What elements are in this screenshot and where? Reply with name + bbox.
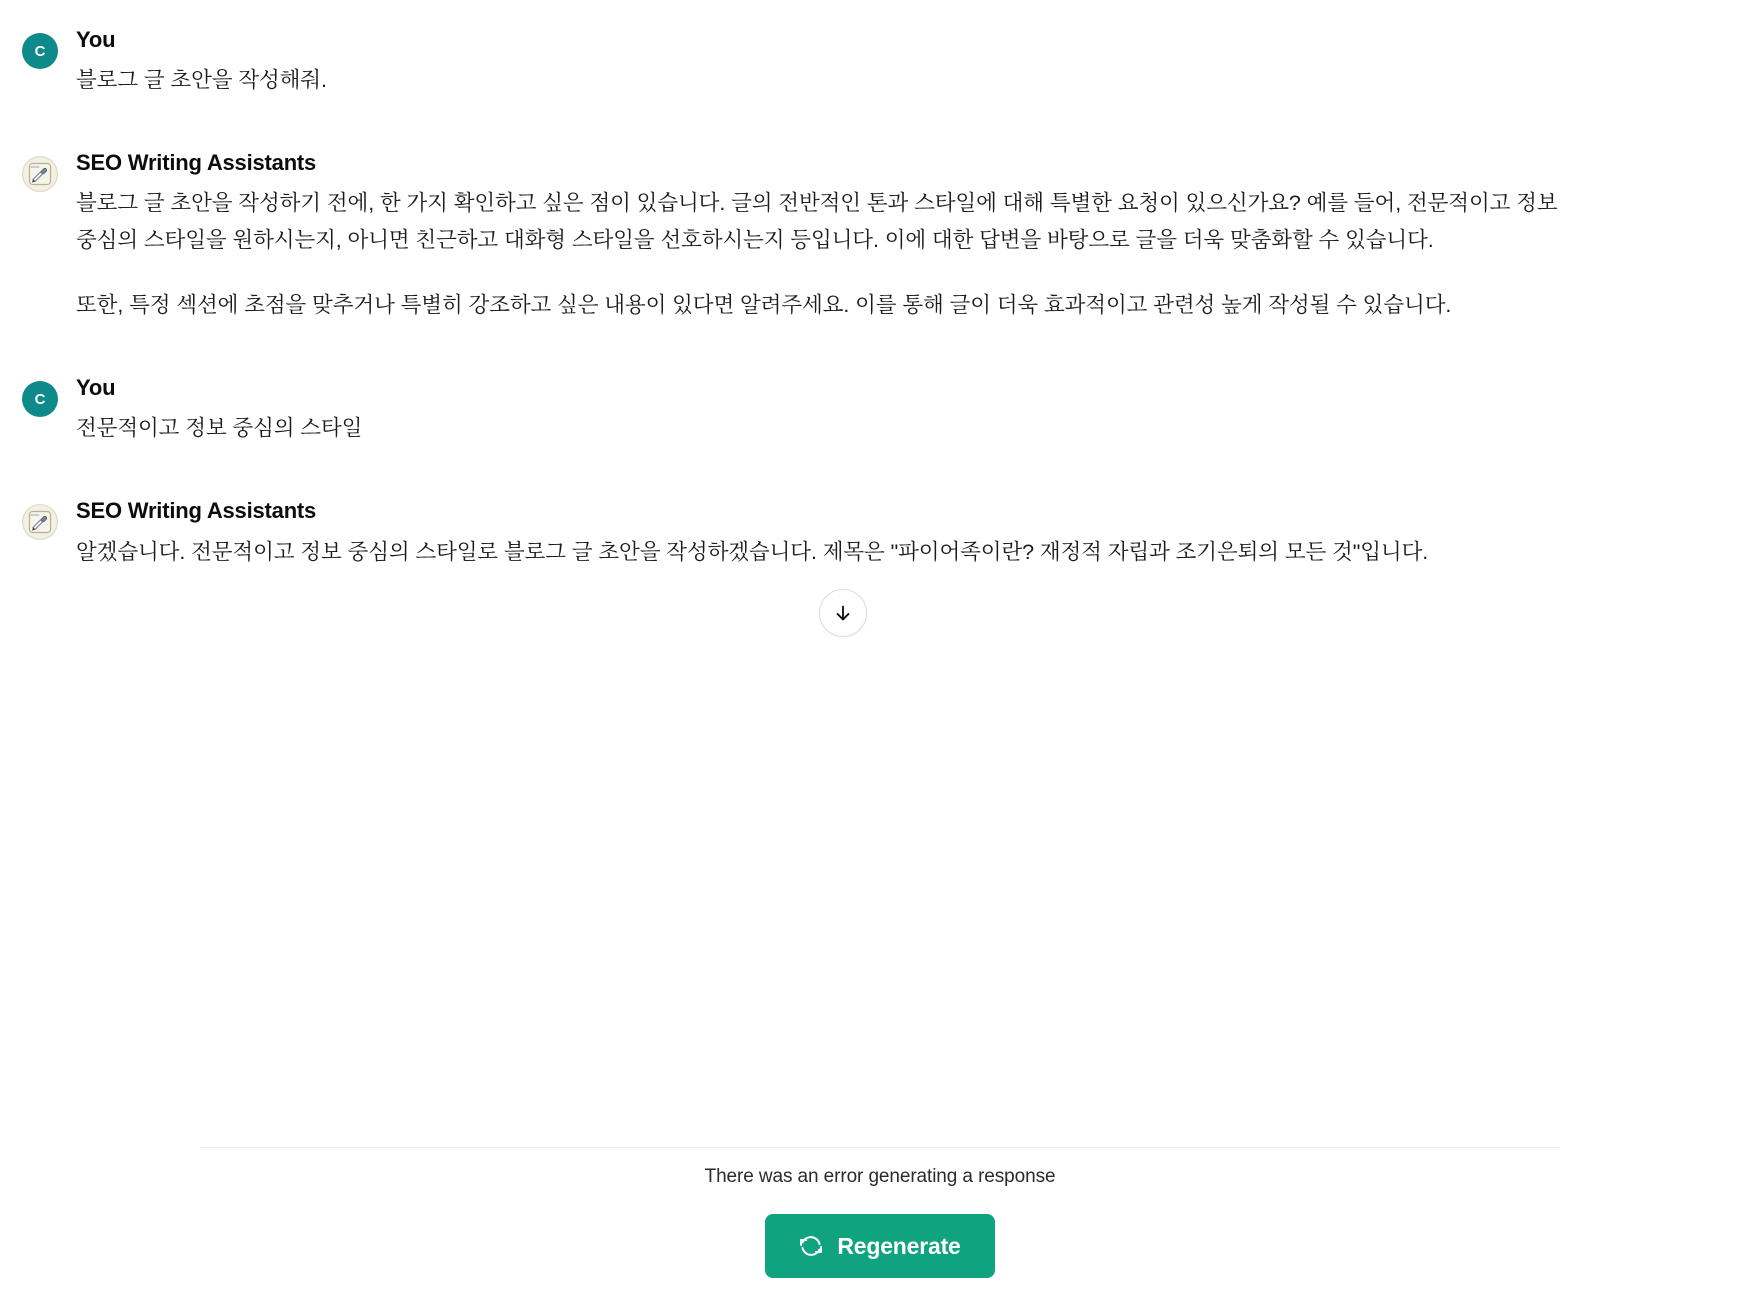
avatar-column — [0, 499, 76, 540]
avatar-column — [0, 376, 76, 417]
avatar-initial: C — [34, 390, 46, 408]
avatar-column — [0, 151, 76, 192]
chat-turn-user-2 — [0, 376, 1760, 447]
message-paragraph: 또한, 특정 섹션에 초점을 맞추거나 특별히 강조하고 싶은 내용이 있다면 알려주세요. 이를 통해 글이 더욱 효과적이고 관련성 높게 작성될 수 있습니다. — [76, 293, 1452, 318]
regenerate-button[interactable] — [765, 1214, 994, 1278]
message-author: You — [76, 27, 116, 52]
message-author: SEO Writing Assistants — [76, 498, 317, 524]
message-author: You — [76, 375, 116, 401]
avatar — [22, 381, 58, 417]
message-body — [76, 499, 1760, 636]
chat-turn-assistant-2 — [0, 499, 1760, 636]
composer-footer — [0, 1147, 1760, 1304]
message-paragraph: 블로그 글 초안을 작성하기 전에, 한 가지 확인하고 싶은 점이 있습니다. 글의 전반적인 톤과 스타일에 대해 특별한 요청이 있으신가요? 예를 들어, 전문적이고 정보 중심의 스타일을 원하시는지, 아니면 친근하고 대화형 스타일을 선호하시는지 등입니다. 이에 대한 답변을 바탕으로 글을 더욱 맞춤화할 수 있습니다. — [76, 191, 1558, 253]
refresh-icon — [799, 1234, 823, 1258]
scroll-to-bottom-button[interactable] — [819, 589, 867, 637]
writing-assistant-icon — [22, 504, 58, 540]
message-paragraph: 알겠습니다. 전문적이고 정보 중심의 스타일로 블로그 글 초안을 작성하겠습니다. 제목은 "파이어족이란? 재정적 자립과 조기은퇴의 모든 것"입니다. — [76, 539, 1429, 564]
message-author: SEO Writing Assistants — [76, 150, 317, 176]
avatar-column — [0, 28, 76, 69]
chat-turn-assistant-1 — [0, 151, 1760, 324]
message-body — [76, 28, 1760, 99]
chat-thread — [0, 0, 1760, 637]
message-body — [76, 376, 1760, 447]
avatar — [22, 33, 58, 69]
regenerate-label: Regenerate — [837, 1232, 961, 1259]
error-message: There was an error generating a response — [704, 1166, 1056, 1187]
writing-assistant-icon — [22, 156, 58, 192]
message-paragraph: 전문적이고 정보 중심의 스타일 — [76, 416, 363, 441]
scroll-to-bottom-wrap — [76, 589, 1610, 637]
message-body — [76, 151, 1760, 324]
arrow-down-icon — [832, 602, 854, 624]
divider — [200, 1147, 1560, 1148]
regenerate-wrap — [0, 1214, 1760, 1278]
chat-turn-user-1 — [0, 28, 1760, 99]
message-paragraph: 블로그 글 초안을 작성해줘. — [76, 68, 327, 93]
avatar-initial: C — [34, 42, 46, 60]
